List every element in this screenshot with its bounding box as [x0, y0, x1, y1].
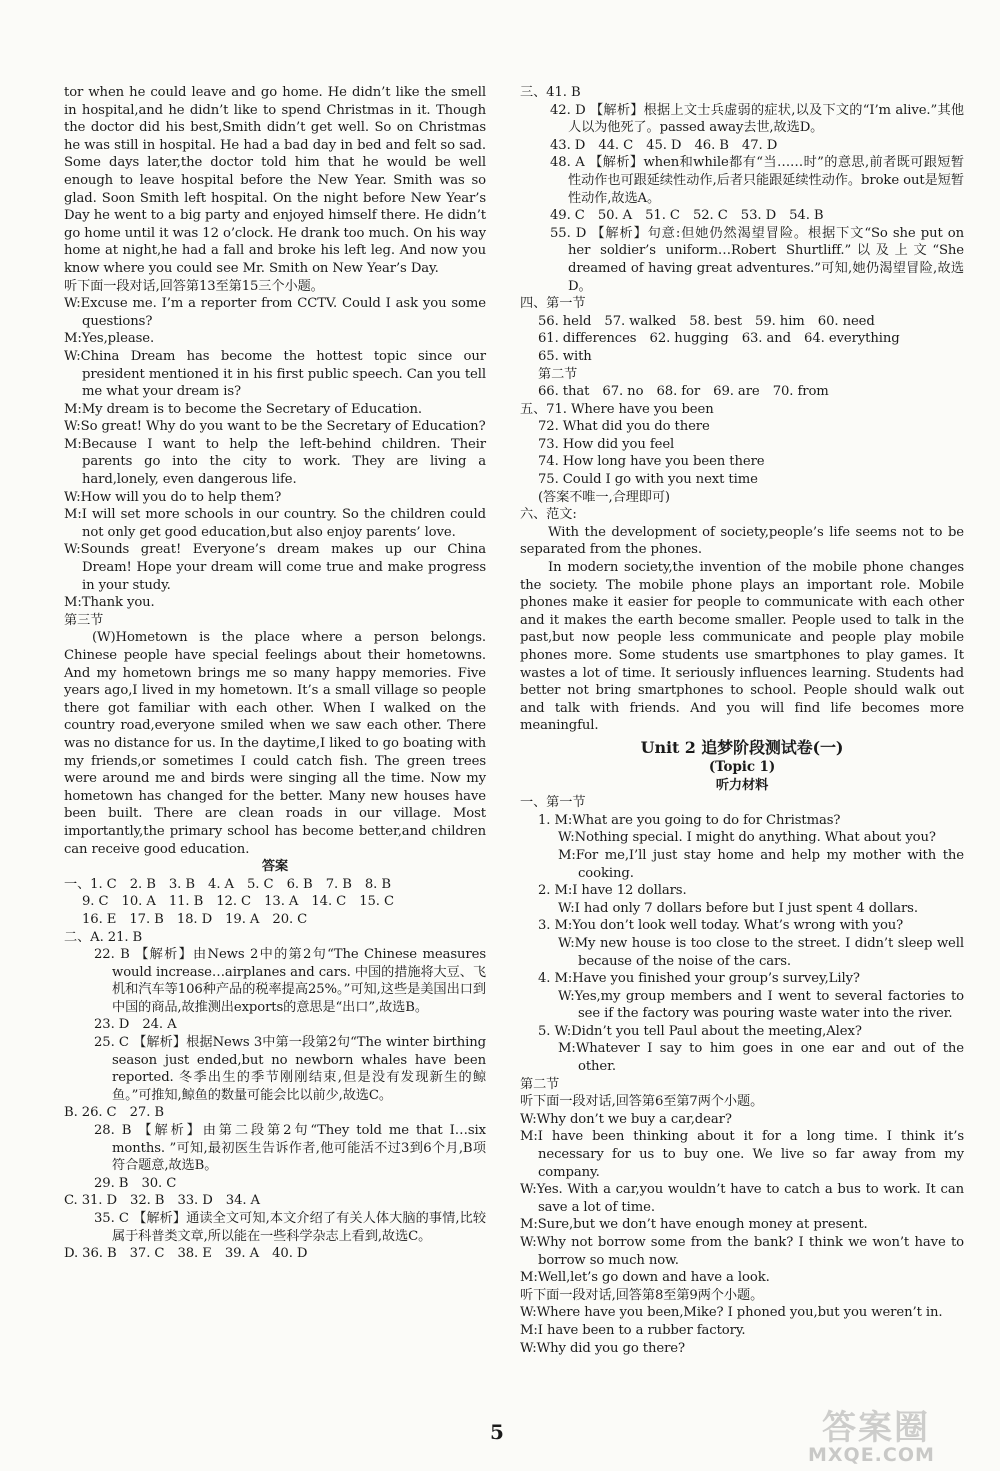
right-column-line: 六、范文: [520, 507, 577, 523]
right-column-line: 第二节 [520, 1076, 560, 1092]
left-column-line: M:Yes,please. [64, 331, 155, 347]
right-column-line: 2. M:I have 12 dollars. [538, 883, 687, 899]
left-column-line: 9. C 10. A 11. B 12. C 13. A 14. C 15. C [82, 894, 394, 910]
right-column-line: M:For me,I’ll just stay home and help my mother with the cooking. [558, 847, 964, 881]
right-column-line: 56. held 57. walked 58. best 59. him 60. need [538, 313, 875, 329]
watermark-logo [808, 1400, 988, 1466]
right-column-line: Unit 2 追梦阶段测试卷(一) [640, 737, 844, 757]
right-column-line: 72. What did you do there [538, 419, 710, 435]
left-column-line: M:My dream is to become the Secretary of Education. [64, 401, 422, 417]
right-column-line: W:Yes,my group members and I went to several factories to see if the factory was pouring waste water into the river. [558, 988, 964, 1022]
right-column-line: 1. M:What are you going to do for Christmas? [538, 812, 841, 828]
right-column-line: W:Why did you go there? [520, 1340, 685, 1356]
right-column-line: W:My new house is too close to the street. I didn’t sleep well because of the noise of the cars. [558, 935, 964, 969]
right-column-line: 75. Could I go with you next time [538, 472, 758, 488]
right-column-line: M:Well,let’s go down and have a look. [520, 1270, 770, 1286]
left-column-line: 28. B 【解析】由第二段第2句“They told me that I…six months. ”可知,最初医生告诉作者,他可能活不过3到6个月,B项符合题意,故选B。 [94, 1123, 486, 1174]
left-column-line: 第三节 [64, 612, 104, 628]
right-column-line: W:Yes. With a car,you wouldn’t have to catch a bus to work. It can save a lot of time. [520, 1182, 964, 1215]
left-column-line: W:So great! Why do you want to be the Secretary of Education? [64, 419, 486, 435]
right-column-line: M:Sure,but we don’t have enough money at present. [520, 1217, 868, 1233]
right-column-line: 61. differences 62. hugging 63. and 64. everything [538, 331, 900, 347]
left-column-line: B. 26. C 27. B [64, 1105, 164, 1121]
left-column-line: 23. D 24. A [94, 1017, 177, 1033]
left-column-line: W:China Dream has become the hottest topic since our president mentioned it in his first public speech. Can you tell me what your dream is? [64, 348, 486, 400]
right-column-line: M:Whatever I say to him goes in one ear and out of the other. [558, 1041, 964, 1075]
right-column [520, 84, 964, 1357]
right-column-line: 5. W:Didn’t you tell Paul about the meeting,Alex? [538, 1023, 862, 1039]
right-column-line: 五、71. Where have you been [520, 401, 714, 417]
right-column-line: (答案不唯一,合理即可) [538, 489, 670, 505]
right-column-line: 42. D 【解析】根据上文士兵虚弱的症状,以及下文的“I’m alive.”其他人以为他死了。passed away去世,故选D。 [550, 102, 964, 136]
left-column-line: 35. C 【解析】通读全文可知,本文介绍了有关人体大脑的事情,比较属于科普类文章,所以能在一些科学杂志上看到,故选C。 [94, 1211, 486, 1244]
left-column-line: 听下面一段对话,回答第13至第15三个小题。 [64, 278, 324, 294]
right-column-line: 三、41. B [520, 85, 581, 100]
left-column-line: W:How will you do to help them? [64, 489, 282, 505]
right-column-line: 听力材料 [715, 777, 769, 793]
right-column-line: 听下面一段对话,回答第8至第9两个小题。 [520, 1287, 764, 1303]
right-column-line: 听下面一段对话,回答第6至第7两个小题。 [520, 1094, 764, 1110]
right-column-line: 73. How did you feel [538, 436, 675, 452]
right-column-line: 四、第一节 [520, 296, 586, 312]
left-column-line: W:Excuse me. I’m a reporter from CCTV. Could I ask you some questions? [64, 296, 486, 329]
left-column-line: W:Sounds great! Everyone’s dream makes up our China Dream! Hope your dream will come true and make progress in your study. [64, 542, 486, 593]
watermark-text-top: 答案圈 [822, 1408, 930, 1448]
left-column-line: M:Because I want to help the left-behind children. Their parents go into the city to work. They are living a hard,lonely, even dangerous life. [64, 436, 486, 488]
right-column-line: W:I had only 7 dollars before but I just spent 4 dollars. [558, 900, 918, 916]
right-column-line: W:Where have you been,Mike? I phoned you,but you weren’t in. [520, 1305, 943, 1321]
right-column-line: 65. with [538, 348, 592, 364]
right-column-line: 49. C 50. A 51. C 52. C 53. D 54. B [550, 208, 824, 224]
right-column-line: 74. How long have you been there [538, 454, 765, 470]
left-column-line: 答案 [261, 859, 289, 875]
left-column-line: 一、1. C 2. B 3. B 4. A 5. C 6. B 7. B 8. B [64, 876, 391, 892]
right-column-line: W:Why don’t we buy a car,dear? [520, 1111, 732, 1127]
right-column-line: 第二节 [538, 366, 578, 382]
right-column-line: 48. A 【解析】when和while都有“当……时”的意思,前者既可跟短暂性动作也可跟延续性动作,后者只能跟延续性动作。broke out是短暂性动作,故选A。 [550, 155, 964, 206]
right-column-line: (Topic 1) [708, 758, 776, 775]
right-column-line: W:Why not borrow some from the bank? I think we won’t have to borrow so much now. [520, 1235, 964, 1268]
right-column-line: 4. M:Have you finished your group’s survey,Lily? [538, 971, 860, 987]
right-column-line: With the development of society,people’s life seems not to be separated from the phones. [520, 524, 964, 558]
right-column-line: M:I have been to a rubber factory. [520, 1322, 746, 1338]
left-column-line: (W)Hometown is the place where a person belongs. Chinese people have special feelings about their hometowns. And my hometown brings me so many happy memories. Five years ago,I lived in my hometown. It’s a small village so people there got familiar with each other. When I walked on the country road,everyone smiled when we saw each other. There was no distance for us. In the daytime,I liked to go boating with my friends,or sometimes I could catch fish. The green trees were around me and birds were singing all the time. Now my hometown has changed for the better. Many new houses have been built. There are clean roads in our village. Most importantly,the primary school has become better,and children can receive good education. [64, 630, 486, 857]
left-column-line: M:I will set more schools in our country. So the children could not only get good education,but also enjoy parents’ love. [64, 507, 486, 540]
right-column-line: 43. D 44. C 45. D 46. B 47. D [550, 137, 778, 153]
left-column-line: 25. C 【解析】根据News 3中第一段第2句“The winter birthing season just ended,but no newborn whales have been reported. 冬季出生的季节刚刚结束,但是没有发现新生的鲸鱼。”可推知,鲸鱼的数量可能会比以前少,故选C。 [94, 1035, 486, 1103]
left-column-line: 22. B 【解析】由News 2中的第2句“The Chinese measures would increase…airplanes and cars. 中国的措施将大豆、飞机和汽车等106种产品的税率提高25%。”可知,这些是美国出口到中国的商品,故推测出exports的意思是“出口”,故选B。 [94, 947, 486, 1015]
left-column-line: tor when he could leave and go home. He didn’t like the smell in hospital,and he didn’t like to spend Christmas in it. Though the doctor did his best,Smith didn’t get well. So on Christmas he was still in hospital. He had a bad day in bed and felt so sad. Some days later,the doctor told him that he would be well enough to leave hospital before the New Year. Smith was so glad. Soon Smith left hospital. On the night before New Year’s Day he went to a big party and enjoyed himself there. He didn’t go home until it was 12 o’clock. He drank too much. On his way home at night,he had a fall and broke his left leg. And now you know where you could see Mr. Smith on New Year’s Day. [64, 85, 486, 276]
left-column-line: D. 36. B 37. C 38. E 39. A 40. D [64, 1246, 308, 1262]
right-column-line: 66. that 67. no 68. for 69. are 70. from [538, 384, 829, 400]
right-column-line: 3. M:You don’t look well today. What’s wrong with you? [538, 918, 904, 934]
right-column-line: W:Nothing special. I might do anything. What about you? [558, 830, 936, 846]
left-column-line: C. 31. D 32. B 33. D 34. A [64, 1193, 260, 1209]
left-column-line: M:Thank you. [64, 595, 155, 611]
watermark-text-bottom: MXQE.COM [808, 1444, 935, 1466]
left-column-line: 16. E 17. B 18. D 19. A 20. C [82, 911, 308, 927]
right-column-line: In modern society,the invention of the mobile phone changes the society. The mobile phone plays an important role. Mobile phones make it easier for people to communicate with each other and it makes the earth become smaller. People used to talk in the past,but now people less communicate and people play mobile phones more. Some students use smartphones to play games. It wastes a lot of time. It seriously influences learning. Students had better not bring smartphones to school. People should walk out and talk with friends. And you will find life becomes more meaningful. [520, 560, 964, 734]
left-column-line: 29. B 30. C [94, 1175, 177, 1191]
right-column-line: 55. D 【解析】句意:但她仍然渴望冒险。根据下文“So she put on her soldier’s uniform…Robert Shurtliff.”以及上文“She dreamed of having great adventures.”可知,她仍渴望冒险,故选D。 [550, 225, 964, 294]
right-column-line: M:I have been thinking about it for a long time. I think it’s necessary for us to buy one. We live so far away from my company. [520, 1129, 964, 1180]
right-column-line: 一、第一节 [520, 795, 586, 811]
page-number: 5 [490, 1420, 504, 1444]
left-column [64, 84, 486, 1263]
left-column-line: 二、A. 21. B [64, 929, 143, 945]
